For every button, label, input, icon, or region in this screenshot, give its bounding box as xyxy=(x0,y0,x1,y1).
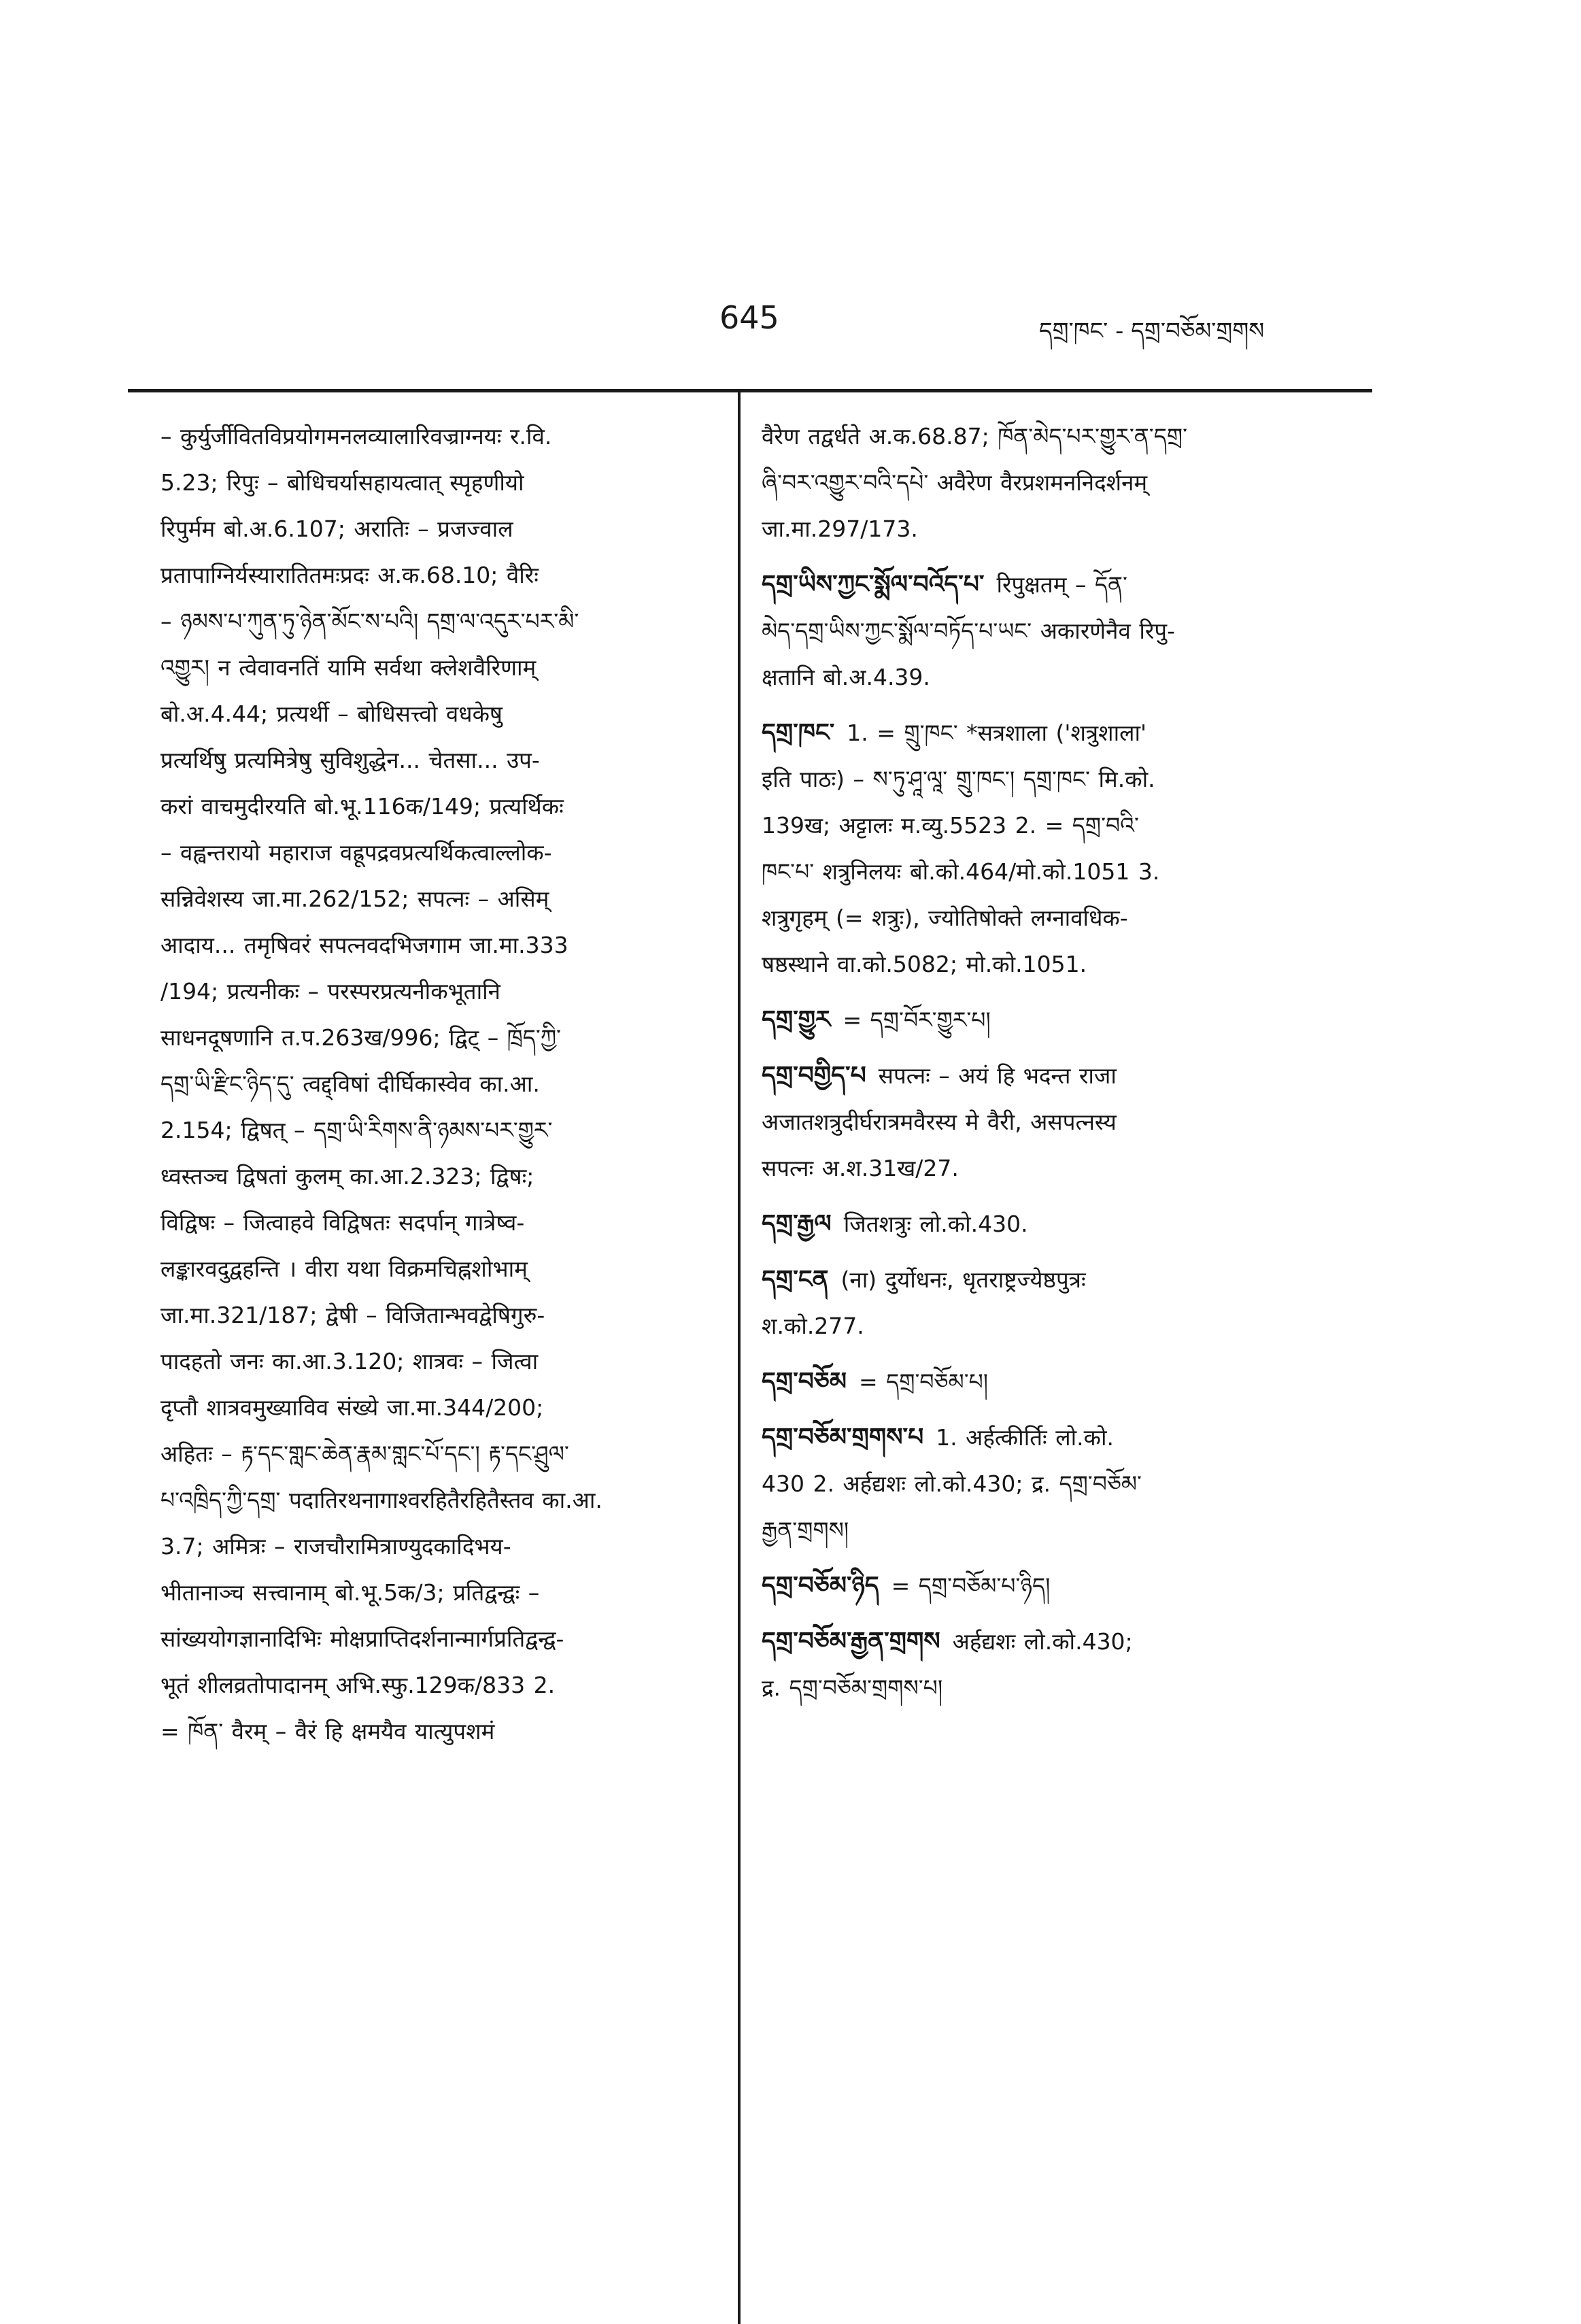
entry-headword: དགྲ་རྒྱལ xyxy=(762,1210,832,1238)
dictionary-entry xyxy=(762,1563,1353,1609)
text-line: – वह्वन्तरायो महाराज वह्रूपद्रवप्रत्यर्थिकत्वाल्लोक- xyxy=(160,839,552,866)
text-line: जा.मा.321/187; द्वेषी – विजितान्भवद्वेषिगुरु- xyxy=(160,1302,545,1328)
text-line: आदाय... तमृषिवरं सपत्नवदभिजगाम जा.मा.333 xyxy=(160,932,568,958)
dictionary-entry xyxy=(762,1359,1353,1405)
text-line: बो.अ.4.44; प्रत्यर्थी – बोधिसत्त्वो वधकेषु xyxy=(160,701,503,727)
text-line: /194; प्रत्यनीकः – परस्परप्रत्यनीकभूतानि xyxy=(160,978,500,1005)
entry-headword: དགྲ་བཅོམ xyxy=(762,1368,847,1396)
dictionary-entry xyxy=(762,562,1353,701)
header-rule xyxy=(128,389,1372,392)
page-number: 645 xyxy=(719,299,779,336)
entry-list xyxy=(762,562,1353,1711)
entry-headword: དགྲ་བཅོམ་གྲགས་པ xyxy=(762,1424,924,1451)
running-head: དགྲ་ཁང་ - དགྲ་བཅོམ་གྲགས xyxy=(1039,318,1265,345)
text-line: दृप्तौ शात्रवमुख्याविव संख्ये जा.मा.344/200; xyxy=(160,1394,544,1421)
text-line: पादहतो जनः का.आ.3.120; शात्रवः – जित्वा xyxy=(160,1348,539,1375)
entry-text: षष्ठस्थाने वा.को.5082; मो.को.1051. xyxy=(762,951,1087,977)
entry-text: ཁང་པ་ शत्रुनिलयः बो.को.464/मो.को.1051 3. xyxy=(762,858,1160,885)
text-line: 5.23; रिपुः – बोधिचर्यासहायत्वात् स्पृहणीयो xyxy=(160,469,524,496)
text-line: जा.मा.297/173. xyxy=(762,516,918,542)
entry-headword: དགྲ་ཡིས་ཀྱང་སྨོལ་བའོད་པ་ xyxy=(762,571,985,599)
entry-text: सपत्नः – अयं हि भदन्त राजा xyxy=(878,1062,1117,1089)
entry-text: = དགྲ་བོར་གྱུར་པ། xyxy=(843,1007,991,1033)
entry-headword: དགྲ་བགྱིད་པ xyxy=(762,1062,866,1090)
text-line: = ཁོན་ वैरम् – वैरं हि क्षमयैव यात्युपशमं xyxy=(160,1718,495,1745)
text-line: विद्विषः – जित्वाहवे विद्विषतः सदर्पान् गात्रेष्व- xyxy=(160,1209,525,1236)
text-line: साधनदूषणानि त.प.263ख/996; द्विट् – ཁྲོད་ཀྱི་ xyxy=(160,1024,561,1051)
text-line: འགྱུར། न त्वेवावनतिं यामि सर्वथा क्लेशवैरिणाम् xyxy=(160,654,537,681)
entry-text: रिपुक्षतम् – དོན་ xyxy=(996,571,1127,598)
text-line: ध्वस्तञ्च द्विषतां कुलम् का.आ.2.323; द्विषः; xyxy=(160,1163,534,1190)
entry-text: द्र. དགྲ་བཅོམ་གྲགས་པ། xyxy=(762,1674,943,1701)
dictionary-entry xyxy=(762,710,1353,988)
text-line: रिपुर्मम बो.अ.6.107; अरातिः – प्रजज्वाल xyxy=(160,516,513,542)
entry-text: शत्रुगृहम् (= शत्रुः), ज्योतिषोक्ते लग्नावधिक- xyxy=(762,905,1128,931)
dictionary-entry xyxy=(762,1053,1353,1192)
dictionary-entry xyxy=(762,1257,1353,1349)
entry-text: जितशत्रुः लो.को.430. xyxy=(843,1211,1028,1237)
text-line: भूतं शीलव्रतोपादानम् अभि.स्फु.129क/833 2. xyxy=(160,1672,556,1698)
entry-text: अर्हद्यशः लो.को.430; xyxy=(952,1628,1133,1655)
text-line: सन्निवेशस्य जा.मा.262/152; सपत्नः – असिम् xyxy=(160,886,549,912)
text-line: अहितः – རྟ་དང་གླང་ཆེན་རྣམ་གླང་པོ་དང་། རྟ་དང་ཤྲུལ་ xyxy=(160,1441,569,1467)
right-column xyxy=(762,414,1353,1721)
entry-text: अजातशत्रुदीर्घरात्रमवैरस्य मे वैरी, असपत्नस्य xyxy=(762,1109,1117,1135)
entry-text: = དགྲ་བཅོམ་པ། xyxy=(859,1368,989,1395)
entry-headword: དགྲ་ངན xyxy=(762,1266,829,1294)
entry-text: सपत्नः अ.श.31ख/27. xyxy=(762,1155,959,1181)
text-line: པ་འཁྲིད་ཀྱི་དགྲ་ पदातिरथनागाश्वरहितैरहितैस्तव का.आ. xyxy=(160,1487,602,1513)
text-line: प्रत्यर्थिषु प्रत्यमित्रेषु सुविशुद्धेन... चेतसा... उप- xyxy=(160,747,540,773)
entry-text: མེད་དགྲ་ཡིས་ཀྱང་སྨོལ་བཏོད་པ་ཡང་ अकारणेनैव रिपु- xyxy=(762,618,1176,644)
entry-headword: དགྲ་བཅོམ་ཉིད xyxy=(762,1572,879,1600)
text-line: 2.154; द्विषत् – དགྲ་ཡི་རིགས་ནི་ཉམས་པར་གྱུར་ xyxy=(160,1117,553,1143)
entry-text: 1. = གྲུ་ཁང་ *सत्रशाला ('शत्रुशाला' xyxy=(847,720,1147,746)
continuation-text xyxy=(762,414,1353,552)
column-divider xyxy=(738,392,741,2324)
entry-text: श.को.277. xyxy=(762,1313,864,1339)
dictionary-entry xyxy=(762,1415,1353,1553)
entry-text: རྒྱན་གྲགས། xyxy=(762,1517,849,1543)
dictionary-entry xyxy=(762,1619,1353,1711)
entry-text: 139ख; अट्टालः म.व्यु.5523 2. = དགྲ་བའི་ xyxy=(762,812,1139,839)
text-line: भीतानाञ्च सत्त्वानाम् बो.भू.5क/3; प्रतिद्वन्द्वः – xyxy=(160,1579,540,1606)
entry-text: = དགྲ་བཅོམ་པ་ཉིད། xyxy=(891,1572,1051,1599)
text-line: ཞི་བར་འགྱུར་བའི་དཔེ་ अवैरेण वैरप्रशमननिदर्शनम् xyxy=(762,469,1148,496)
entry-text: क्षतानि बो.अ.4.39. xyxy=(762,664,930,690)
entry-text: 430 2. अर्हद्यशः लो.को.430; द्र. དགྲ་བཅོམ་ xyxy=(762,1470,1142,1497)
text-line: वैरेण तद्वर्धते अ.क.68.87; ཁོན་མེད་པར་གྱུར་ན་དགྲ་ xyxy=(762,423,1188,450)
dictionary-entry xyxy=(762,997,1353,1043)
text-line: सांख्ययोगज्ञानादिभिः मोक्षप्राप्तिदर्शनान्मार्गप्रतिद्वन्द्व- xyxy=(160,1626,564,1652)
entry-headword: དགྲ་གྱུར xyxy=(762,1006,831,1034)
entry-text: इति पाठः) – ས་ཏུ་ཤཱ་ལཱ་ གྲུ་ཁང་། དགྲ་ཁང་ मि.को. xyxy=(762,766,1155,792)
left-column xyxy=(160,414,711,1755)
text-line: དགྲ་ཡི་རྫིང་ཉིད་དུ་ त्वद्द्विषां दीर्घिकास्वेव का.आ. xyxy=(160,1071,540,1097)
text-line: लङ्कारवदुद्वहन्ति । वीरा यथा विक्रमचिह्नशोभाम् xyxy=(160,1256,528,1282)
dictionary-entry xyxy=(762,1201,1353,1247)
text-line: करां वाचमुदीरयति बो.भू.116क/149; प्रत्यर्थिकः xyxy=(160,793,564,820)
text-line: 3.7; अमित्रः – राजचौरामित्राण्युदकादिभय- xyxy=(160,1533,511,1560)
entry-text: (ना) दुर्योधनः, धृतराष्ट्रज्येष्ठपुत्रः xyxy=(840,1266,1086,1293)
entry-headword: དགྲ་ཁང་ xyxy=(762,719,835,747)
text-line: – कुर्युर्जीवितविप्रयोगमनलव्यालारिवज्राग्नयः र.वि. xyxy=(160,423,552,450)
text-line: प्रतापाग्निर्यस्यारातितमःप्रदः अ.क.68.10; वैरिः xyxy=(160,562,539,588)
entry-headword: དགྲ་བཅོམ་རྒྱན་གྲགས xyxy=(762,1628,940,1655)
text-line: – ཉམས་པ་ཀུན་ཏུ་ཉེན་མོང་ས་པའི། དགྲ་ལ་འདུར་པར་མི་ xyxy=(160,608,579,635)
entry-text: 1. अर्हत्कीर्तिः लो.को. xyxy=(936,1424,1115,1451)
